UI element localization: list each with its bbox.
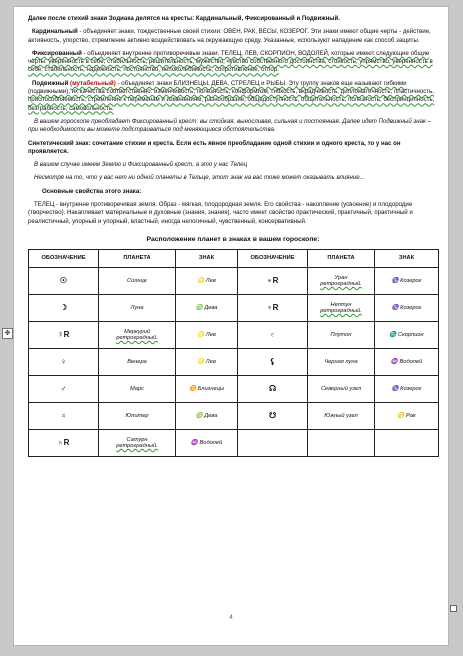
page-number: 4 — [229, 615, 233, 621]
planet-symbol: ☉ — [59, 276, 68, 286]
zodiac-sign-cell — [176, 294, 238, 321]
paragraph-taurus — [28, 201, 438, 226]
table-row — [29, 429, 439, 456]
term-fixed: Фиксированный — [32, 49, 82, 57]
table-row — [29, 375, 439, 402]
zodiac-sign: ♊ Близнецы — [188, 385, 225, 392]
planet-symbol-cell — [29, 429, 99, 456]
zodiac-sign-cell — [375, 402, 439, 429]
table-row — [29, 294, 439, 321]
planet-name: Черная луна — [324, 358, 358, 365]
text-fixed: - объединяет внутренне противоречивые знаки. ТЕЛЕЦ, ЛЕВ, СКОРПИОН, ВОДОЛЕЙ, которые имеют следующие общие черты: уверенность в себе, стабильность, решительность, мужество, чувство собственного достоинства, стойкость, упрямство, уверенность в себе, стабильность, надежность, постоянство, непоколебимость, сопротивление, отпор. — [28, 49, 433, 74]
column-header: ЗНАК — [176, 249, 238, 267]
text-mutable: - объединяет знаки БЛИЗНЕЦЫ, ДЕВА, СТРЕЛЕЦ и РЫБЫ. Эту группу знаков еще называют гибкими (подвижными), их качества соответственно: изменчивость, полезность, конформизм, гибкость, вкрадчивость, дипломатичность, пластичность, приспособляемость, стремление к переменам и изменениям, разнообразие, общедоступность, общительность, полезность, беспринципность, безграбность, самовольность. — [28, 79, 435, 112]
zodiac-sign-cell — [375, 348, 439, 375]
planet-name-cell — [99, 375, 176, 402]
zodiac-sign: ♑ Козерог — [391, 385, 422, 392]
retrograde-label: ретроградный. — [116, 334, 158, 341]
zodiac-sign-cell — [375, 267, 439, 294]
column-header: ОБОЗНАЧЕНИЕ — [29, 249, 99, 267]
planet-name-cell — [308, 321, 375, 348]
planet-name-cell — [308, 402, 375, 429]
table-header-row — [29, 249, 439, 267]
zodiac-sign: ♑ Козерог — [391, 277, 422, 284]
paragraph-cardinal — [28, 28, 438, 45]
planet-name: Солнце — [127, 277, 147, 284]
zodiac-sign-cell — [375, 294, 439, 321]
planet-symbol: ☋ — [268, 411, 277, 421]
paragraph-taurus-influence: Несмотря на то, что у вас нет ни одной планеты в Тельце, этот знак на вас тоже может оказывать влияние... — [34, 174, 365, 182]
planet-name-cell — [99, 267, 176, 294]
zodiac-sign-cell — [176, 267, 238, 294]
column-header: ЗНАК — [375, 249, 439, 267]
paragraph-horoscope-cross: В вашем гороскопе преобладает Фиксированный крест: вы стойкая, выносливая, сильная и постоянная. Далее идет Подвижный знак – при необходимости вы можете подстраиваться под меняющиеся обстоятельства. — [28, 117, 431, 134]
zodiac-sign-cell — [375, 375, 439, 402]
planet-symbol-cell — [238, 375, 308, 402]
planet-name-cell — [99, 429, 176, 456]
planet-name: Юпитер — [125, 412, 149, 419]
zodiac-sign: ♋ Рак — [397, 412, 416, 419]
planet-symbol: ♇ — [269, 330, 276, 340]
planet-symbol: ☽ — [59, 303, 68, 313]
planet-symbol-cell — [238, 321, 308, 348]
document-page — [13, 6, 449, 646]
text-cardinal: - объединяет знаки, тождественные своей стихии: ОВЕН, РАК, ВЕСЫ, КОЗЕРОГ. Эти знаки имеют общие черты - действие, активность, упорство, стремление активно воздействовать на окружающую среду. Указанные, используют нападение как способ защиты. — [28, 28, 431, 44]
planet-symbol: ♂ — [60, 384, 67, 394]
zodiac-sign-cell — [176, 348, 238, 375]
zodiac-sign-cell — [176, 402, 238, 429]
planet-name-cell — [99, 402, 176, 429]
planet-name: Луна — [130, 304, 144, 311]
planet-symbol: ⚸ — [269, 357, 276, 367]
table-title: Расположение планет в знаках в вашем гороскопе: — [146, 235, 320, 243]
term-cardinal: Кардинальный — [32, 28, 78, 36]
planet-symbol-cell — [29, 321, 99, 348]
table-resize-handle[interactable] — [450, 605, 457, 612]
zodiac-sign: ♏ Скорпион — [389, 331, 424, 338]
paragraph-earth-fixed: В вашем случае имеем Землю и Фиксированный крест, а это у нас Телец — [34, 161, 248, 169]
zodiac-sign: ♒ Водолей — [190, 439, 223, 446]
table-row — [29, 267, 439, 294]
column-header: ПЛАНЕТА — [308, 249, 375, 267]
planet-name: Меркурий — [123, 328, 151, 335]
planet-symbol-cell — [238, 429, 308, 456]
zodiac-sign: ♍ Дева — [195, 412, 218, 419]
zodiac-sign-cell — [375, 321, 439, 348]
zodiac-sign-cell — [375, 429, 439, 456]
table-row — [29, 348, 439, 375]
planet-name-cell — [308, 294, 375, 321]
planet-symbol-cell — [29, 267, 99, 294]
planet-symbol: ♀ — [60, 357, 67, 367]
planet-symbol-cell — [238, 402, 308, 429]
planet-name-cell — [308, 375, 375, 402]
zodiac-sign-cell — [176, 429, 238, 456]
planet-symbol: ♆R — [266, 303, 279, 313]
planet-name: Сатурн — [126, 436, 148, 443]
paragraph-synthetic-sign: Синтетический знак: сочетание стихии и креста. Если есть явное преобладание одной стихии и одного креста, то у нас он проявляется. — [28, 139, 401, 155]
paragraph-mutable — [28, 80, 438, 113]
planet-name-cell — [99, 348, 176, 375]
zodiac-sign: ♌ Лев — [197, 331, 216, 338]
planet-name: Плутон — [330, 331, 352, 338]
table-move-handle-icon[interactable]: ✥ — [2, 328, 13, 339]
zodiac-sign: ♑ Козерог — [391, 304, 422, 311]
planet-name-cell — [99, 321, 176, 348]
planet-symbol-cell — [238, 348, 308, 375]
planet-name: Нептун — [330, 301, 352, 308]
zodiac-sign: ♒ Водолей — [390, 358, 423, 365]
zodiac-sign-cell — [176, 321, 238, 348]
page-content — [28, 15, 438, 457]
term-mutable-alt: (мутабельный) — [70, 79, 116, 87]
planet-symbol-cell — [29, 348, 99, 375]
planet-symbol: ♅R — [266, 276, 279, 286]
paragraph-crosses-intro: Далее после стихий знаки Зодиака делятся на кресты: Кардинальный, Фиксированный и Подвижный. — [28, 15, 340, 22]
planet-symbol-cell — [29, 402, 99, 429]
retrograde-label: ретроградный. — [320, 280, 362, 287]
planet-name: Уран — [334, 274, 348, 281]
planets-table — [28, 249, 439, 457]
column-header: ПЛАНЕТА — [99, 249, 176, 267]
planet-symbol: ☊ — [268, 384, 277, 394]
planet-symbol: ☿R — [57, 330, 70, 340]
table-row — [29, 321, 439, 348]
zodiac-sign: ♍ Дева — [195, 304, 218, 311]
planet-name: Южный узел — [324, 412, 358, 419]
zodiac-sign-cell — [176, 375, 238, 402]
planet-name: Северный узел — [320, 385, 362, 392]
planet-name-cell — [99, 294, 176, 321]
term-mutable: Подвижный — [32, 79, 69, 87]
zodiac-sign: ♌ Лев — [197, 358, 216, 365]
planet-symbol-cell — [238, 267, 308, 294]
zodiac-sign: ♌ Лев — [197, 277, 216, 284]
text-taurus: ТЕЛЕЦ - внутренне противоречивая земля. Образ - мягкая, плодородная земля. Его свойства - накопление (усвоение) и плодородие (творчество). Накапливает материальные и духовные (знания, знания), часто имеет свойство практический, практичный, практичный и реалистичный, упорный и упорный, властный, иногда нелогичный, чувственный, консервативный. — [28, 201, 413, 225]
planet-symbol: ♃ — [60, 411, 67, 421]
planet-symbol-cell — [29, 375, 99, 402]
planet-name-cell — [308, 267, 375, 294]
planet-name-cell — [308, 348, 375, 375]
retrograde-label: ретроградный. — [116, 442, 158, 449]
planet-symbol: ♄R — [57, 438, 70, 448]
planet-name: Марс — [130, 385, 144, 392]
paragraph-fixed — [28, 50, 438, 75]
retrograde-label: ретроградный. — [320, 307, 362, 314]
planet-name: Венера — [127, 358, 147, 365]
planet-symbol-cell — [238, 294, 308, 321]
table-row — [29, 402, 439, 429]
column-header: ОБОЗНАЧЕНИЕ — [238, 249, 308, 267]
planet-symbol-cell — [29, 294, 99, 321]
heading-sign-properties: Основные свойства этого знака: — [42, 187, 142, 195]
planet-name-cell — [308, 429, 375, 456]
